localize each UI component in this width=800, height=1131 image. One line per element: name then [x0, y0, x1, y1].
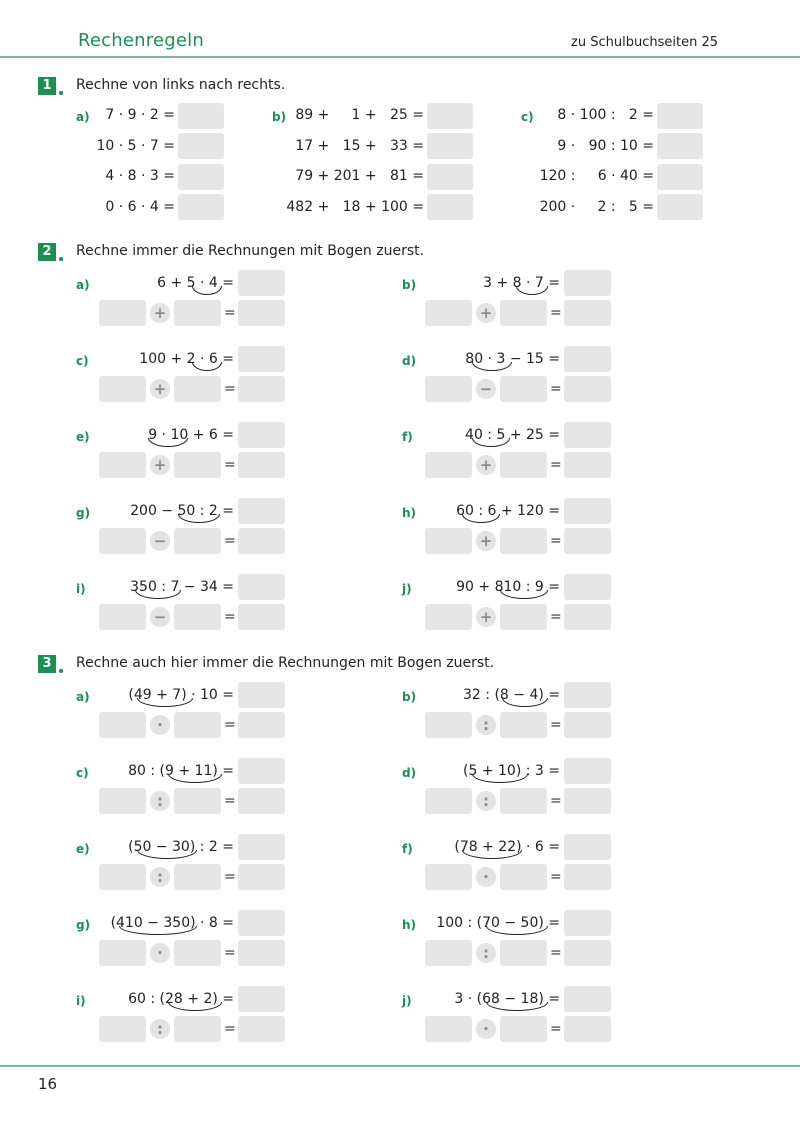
task-1c-row-2: 9 · 90 : 10 =: [557, 138, 654, 154]
minus-icon: −: [150, 531, 170, 551]
task-2e-expression: 9 · 10 + 6 =: [148, 427, 234, 443]
answer-box-1a-4[interactable]: [178, 194, 224, 220]
answer-box-3c-step-2[interactable]: [174, 788, 221, 814]
answer-box-1b-1[interactable]: [427, 103, 473, 129]
task-2c-expression: 100 + 2 · 6 =: [139, 351, 234, 367]
answer-box-3g-result[interactable]: [238, 910, 285, 936]
answer-box-3h-result[interactable]: [564, 910, 611, 936]
answer-box-3j-result[interactable]: [564, 986, 611, 1012]
equals-sign: =: [224, 381, 236, 397]
answer-box-3b-final[interactable]: [564, 712, 611, 738]
header-divider: [0, 56, 800, 58]
answer-box-3e-final[interactable]: [238, 864, 285, 890]
answer-box-2b-step-2[interactable]: [500, 300, 547, 326]
task-3c-expression: 80 : (9 + 11) =: [128, 763, 234, 779]
equals-sign: =: [550, 381, 562, 397]
answer-box-2d-step-2[interactable]: [500, 376, 547, 402]
answer-box-2j-step-2[interactable]: [500, 604, 547, 630]
answer-box-2h-step-2[interactable]: [500, 528, 547, 554]
answer-box-1a-2[interactable]: [178, 133, 224, 159]
answer-box-2b-result[interactable]: [564, 270, 611, 296]
task-3i-expression: 60 : (28 + 2) =: [128, 991, 234, 1007]
answer-box-1b-2[interactable]: [427, 133, 473, 159]
answer-box-2e-final[interactable]: [238, 452, 285, 478]
equals-sign: =: [224, 533, 236, 549]
task-3b-expression: 32 : (8 − 4) =: [463, 687, 560, 703]
answer-box-3c-step-1[interactable]: [99, 788, 146, 814]
task-1c-row-3: 120 : 6 · 40 =: [539, 168, 654, 184]
textbook-reference: zu Schulbuchseiten 25: [571, 35, 718, 50]
plus-icon: +: [476, 303, 496, 323]
task-1c-row-4: 200 · 2 : 5 =: [539, 199, 654, 215]
divide-icon: :: [150, 791, 170, 811]
task-1b-label: b): [272, 110, 287, 124]
task-3b-label: b): [402, 690, 417, 704]
answer-box-3h-final[interactable]: [564, 940, 611, 966]
answer-box-2b-final[interactable]: [564, 300, 611, 326]
equals-sign: =: [550, 793, 562, 809]
bracket-arc: [119, 926, 197, 935]
answer-box-3i-step-2[interactable]: [174, 1016, 221, 1042]
answer-box-3d-step-2[interactable]: [500, 788, 547, 814]
answer-box-2g-result[interactable]: [238, 498, 285, 524]
task-3i-label: i): [76, 994, 86, 1008]
plus-icon: +: [476, 531, 496, 551]
multiply-icon: ·: [476, 1019, 496, 1039]
bracket-arc: [168, 1002, 222, 1011]
task-2f-expression: 40 : 5 + 25 =: [465, 427, 560, 443]
task-2c-label: c): [76, 354, 89, 368]
bracket-arc: [500, 590, 548, 599]
task-3-badge: 3: [38, 655, 56, 673]
answer-box-3c-result[interactable]: [238, 758, 285, 784]
task-2f-label: f): [402, 430, 413, 444]
divide-icon: :: [150, 1019, 170, 1039]
answer-box-3j-step-1[interactable]: [425, 1016, 472, 1042]
answer-box-2a-final[interactable]: [238, 300, 285, 326]
bracket-arc: [168, 774, 222, 783]
task-1a-row-3: 4 · 8 · 3 =: [105, 168, 175, 184]
answer-box-2h-step-1[interactable]: [425, 528, 472, 554]
answer-box-2a-step-1[interactable]: [99, 300, 146, 326]
answer-box-3d-result[interactable]: [564, 758, 611, 784]
bracket-arc: [516, 286, 548, 295]
equals-sign: =: [550, 609, 562, 625]
minus-icon: −: [476, 379, 496, 399]
answer-box-3a-result[interactable]: [238, 682, 285, 708]
task-1c-row-1: 8 · 100 : 2 =: [557, 107, 654, 123]
task-3f-label: f): [402, 842, 413, 856]
bracket-arc: [192, 362, 222, 371]
task-3g-expression: (410 − 350) · 8 =: [110, 915, 234, 931]
answer-box-1a-1[interactable]: [178, 103, 224, 129]
answer-box-3d-step-1[interactable]: [425, 788, 472, 814]
task-2i-expression: 350 : 7 − 34 =: [130, 579, 234, 595]
task-2a-expression: 6 + 5 · 4 =: [157, 275, 234, 291]
bracket-arc: [502, 698, 548, 707]
equals-sign: =: [224, 609, 236, 625]
answer-box-3g-final[interactable]: [238, 940, 285, 966]
answer-box-2i-step-1[interactable]: [99, 604, 146, 630]
answer-box-2e-step-1[interactable]: [99, 452, 146, 478]
page-number: 16: [38, 1075, 58, 1093]
equals-sign: =: [224, 305, 236, 321]
task-2b-label: b): [402, 278, 417, 292]
divide-icon: :: [150, 867, 170, 887]
answer-box-2f-result[interactable]: [564, 422, 611, 448]
multiply-icon: ·: [150, 715, 170, 735]
answer-box-3g-step-1[interactable]: [99, 940, 146, 966]
task-1b-row-4: 482 + 18 + 100 =: [286, 199, 424, 215]
equals-sign: =: [224, 1021, 236, 1037]
equals-sign: =: [550, 533, 562, 549]
task-3-instruction: Rechne auch hier immer die Rechnungen mit Bogen zuerst.: [76, 655, 495, 671]
task-2g-label: g): [76, 506, 91, 520]
answer-box-2f-final[interactable]: [564, 452, 611, 478]
task-2i-label: i): [76, 582, 86, 596]
equals-sign: =: [550, 305, 562, 321]
task-1b-row-2: 17 + 15 + 33 =: [295, 138, 424, 154]
answer-box-3b-step-1[interactable]: [425, 712, 472, 738]
equals-sign: =: [550, 869, 562, 885]
answer-box-3c-final[interactable]: [238, 788, 285, 814]
answer-box-2h-result[interactable]: [564, 498, 611, 524]
task-1c-label: c): [521, 110, 534, 124]
task-1-dot: [59, 91, 63, 95]
task-3h-expression: 100 : (70 − 50) =: [436, 915, 560, 931]
answer-box-3d-final[interactable]: [564, 788, 611, 814]
task-3g-label: g): [76, 918, 91, 932]
task-2j-expression: 90 + 810 : 9 =: [456, 579, 560, 595]
bracket-arc: [462, 850, 522, 859]
equals-sign: =: [224, 869, 236, 885]
multiply-icon: ·: [150, 943, 170, 963]
task-3a-label: a): [76, 690, 90, 704]
bracket-arc: [462, 514, 500, 523]
plus-icon: +: [476, 455, 496, 475]
answer-box-2a-step-2[interactable]: [174, 300, 221, 326]
bracket-arc: [135, 590, 181, 599]
divide-icon: :: [476, 715, 496, 735]
task-1-badge: 1: [38, 77, 56, 95]
task-3c-label: c): [76, 766, 89, 780]
equals-sign: =: [550, 717, 562, 733]
answer-box-2g-step-1[interactable]: [99, 528, 146, 554]
task-3j-label: j): [402, 994, 412, 1008]
minus-icon: −: [150, 607, 170, 627]
equals-sign: =: [550, 1021, 562, 1037]
answer-box-2e-result[interactable]: [238, 422, 285, 448]
answer-box-3h-step-2[interactable]: [500, 940, 547, 966]
answer-box-2h-final[interactable]: [564, 528, 611, 554]
answer-box-1b-3[interactable]: [427, 164, 473, 190]
equals-sign: =: [224, 457, 236, 473]
answer-box-2f-step-2[interactable]: [500, 452, 547, 478]
answer-box-2j-result[interactable]: [564, 574, 611, 600]
bracket-arc: [486, 1002, 548, 1011]
plus-icon: +: [150, 303, 170, 323]
answer-box-1c-4[interactable]: [657, 194, 703, 220]
task-3-dot: [59, 669, 63, 673]
answer-box-3i-result[interactable]: [238, 986, 285, 1012]
divide-icon: :: [476, 791, 496, 811]
task-2d-expression: 80 · 3 − 15 =: [465, 351, 560, 367]
answer-box-1a-3[interactable]: [178, 164, 224, 190]
task-2h-label: h): [402, 506, 417, 520]
task-3d-label: d): [402, 766, 417, 780]
task-2j-label: j): [402, 582, 412, 596]
multiply-icon: ·: [476, 867, 496, 887]
task-3e-expression: (50 − 30) : 2 =: [128, 839, 234, 855]
equals-sign: =: [224, 717, 236, 733]
bracket-arc: [148, 438, 188, 447]
task-1a-row-1: 7 · 9 · 2 =: [105, 107, 175, 123]
task-1b-row-1: 89 + 1 + 25 =: [295, 107, 424, 123]
answer-box-3h-step-1[interactable]: [425, 940, 472, 966]
answer-box-3b-result[interactable]: [564, 682, 611, 708]
answer-box-2e-step-2[interactable]: [174, 452, 221, 478]
answer-box-2c-step-1[interactable]: [99, 376, 146, 402]
task-3j-expression: 3 · (68 − 18) =: [454, 991, 560, 1007]
answer-box-3a-step-1[interactable]: [99, 712, 146, 738]
answer-box-3i-step-1[interactable]: [99, 1016, 146, 1042]
task-3h-label: h): [402, 918, 417, 932]
answer-box-2d-step-1[interactable]: [425, 376, 472, 402]
task-3e-label: e): [76, 842, 90, 856]
answer-box-2d-result[interactable]: [564, 346, 611, 372]
answer-box-2g-step-2[interactable]: [174, 528, 221, 554]
bracket-arc: [472, 774, 528, 783]
task-2e-label: e): [76, 430, 90, 444]
plus-icon: +: [150, 455, 170, 475]
answer-box-2b-step-1[interactable]: [425, 300, 472, 326]
bracket-arc: [178, 514, 220, 523]
answer-box-2a-result[interactable]: [238, 270, 285, 296]
task-3a-expression: (49 + 7) · 10 =: [128, 687, 234, 703]
answer-box-2j-step-1[interactable]: [425, 604, 472, 630]
task-2a-label: a): [76, 278, 90, 292]
divide-icon: :: [476, 943, 496, 963]
answer-box-2j-final[interactable]: [564, 604, 611, 630]
footer-divider: [0, 1065, 800, 1067]
answer-box-3g-step-2[interactable]: [174, 940, 221, 966]
answer-box-2c-step-2[interactable]: [174, 376, 221, 402]
answer-box-2f-step-1[interactable]: [425, 452, 472, 478]
answer-box-1c-2[interactable]: [657, 133, 703, 159]
answer-box-2c-final[interactable]: [238, 376, 285, 402]
equals-sign: =: [224, 793, 236, 809]
answer-box-3f-final[interactable]: [564, 864, 611, 890]
answer-box-2i-result[interactable]: [238, 574, 285, 600]
equals-sign: =: [224, 945, 236, 961]
answer-box-1b-4[interactable]: [427, 194, 473, 220]
task-3f-expression: (78 + 22) · 6 =: [454, 839, 560, 855]
task-2-instruction: Rechne immer die Rechnungen mit Bogen zuerst.: [76, 243, 425, 259]
bracket-arc: [472, 362, 512, 371]
task-2b-expression: 3 + 8 · 7 =: [483, 275, 560, 291]
bracket-arc: [486, 926, 548, 935]
answer-box-3i-final[interactable]: [238, 1016, 285, 1042]
answer-box-2i-step-2[interactable]: [174, 604, 221, 630]
bracket-arc: [472, 438, 510, 447]
answer-box-3a-final[interactable]: [238, 712, 285, 738]
answer-box-2c-result[interactable]: [238, 346, 285, 372]
task-2-badge: 2: [38, 243, 56, 261]
equals-sign: =: [550, 457, 562, 473]
answer-box-2i-final[interactable]: [238, 604, 285, 630]
answer-box-3f-result[interactable]: [564, 834, 611, 860]
task-1b-row-3: 79 + 201 + 81 =: [295, 168, 424, 184]
answer-box-2g-final[interactable]: [238, 528, 285, 554]
answer-box-3f-step-1[interactable]: [425, 864, 472, 890]
answer-box-3e-result[interactable]: [238, 834, 285, 860]
task-2-dot: [59, 257, 63, 261]
answer-box-2d-final[interactable]: [564, 376, 611, 402]
bracket-arc: [192, 286, 222, 295]
plus-icon: +: [476, 607, 496, 627]
answer-box-3e-step-2[interactable]: [174, 864, 221, 890]
bracket-arc: [137, 850, 197, 859]
task-2h-expression: 60 : 6 + 120 =: [456, 503, 560, 519]
bracket-arc: [137, 698, 193, 707]
answer-box-1c-3[interactable]: [657, 164, 703, 190]
equals-sign: =: [550, 945, 562, 961]
answer-box-3j-final[interactable]: [564, 1016, 611, 1042]
answer-box-3e-step-1[interactable]: [99, 864, 146, 890]
task-2g-expression: 200 − 50 : 2 =: [130, 503, 234, 519]
answer-box-3a-step-2[interactable]: [174, 712, 221, 738]
task-1a-row-2: 10 · 5 · 7 =: [96, 138, 175, 154]
answer-box-3j-step-2[interactable]: [500, 1016, 547, 1042]
page-title: Rechenregeln: [78, 30, 204, 51]
task-1a-label: a): [76, 110, 90, 124]
task-1a-row-4: 0 · 6 · 4 =: [105, 199, 175, 215]
answer-box-3f-step-2[interactable]: [500, 864, 547, 890]
answer-box-1c-1[interactable]: [657, 103, 703, 129]
answer-box-3b-step-2[interactable]: [500, 712, 547, 738]
plus-icon: +: [150, 379, 170, 399]
task-1-instruction: Rechne von links nach rechts.: [76, 77, 286, 93]
task-2d-label: d): [402, 354, 417, 368]
task-3d-expression: (5 + 10) : 3 =: [463, 763, 560, 779]
